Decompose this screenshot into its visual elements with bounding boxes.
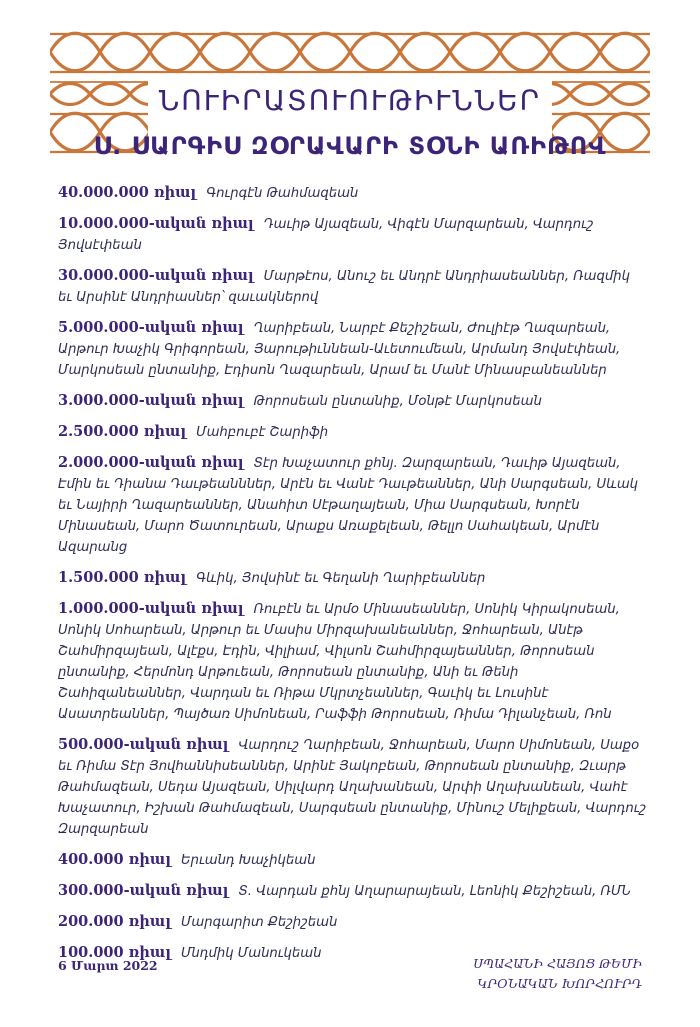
- donation-amount: 1.000.000-ական ռիալ: [58, 600, 244, 617]
- donation-list: [58, 182, 648, 973]
- donation-amount: 10.000.000-ական ռիալ: [58, 215, 254, 232]
- donation-amount: 400.000 ռիալ: [58, 851, 171, 868]
- donation-entry: [58, 734, 648, 840]
- donation-entry: [58, 390, 648, 412]
- donor-names: Մարգարիտ Քեշիշեան: [180, 915, 338, 930]
- donation-entry: [58, 452, 648, 558]
- donor-names: Մարթէոս, Անուշ եւ Անդրէ Անդրիասեաններ, Ռազմիկ եւ Արսինէ Անդրիասներ՝ զաւակներով: [58, 269, 630, 305]
- donation-entry: [58, 911, 648, 933]
- donation-amount: 2.000.000-ական ռիալ: [58, 454, 244, 471]
- donor-names: Երւանդ Խաչիկեան: [180, 853, 316, 868]
- donor-names: Թորոսեան ընտանիք, Մօնթէ Մարկոսեան: [253, 394, 542, 409]
- donation-amount: 2.500.000 ռիալ: [58, 423, 187, 440]
- donation-entry: [58, 317, 648, 381]
- donor-names: Ղարիբեան, Նարբէ Քեշիշեան, Ժուլիէթ Ղազարեան, Արթուր Խաչիկ Գրիգորեան, Յարութիւննեան-Աւետումեան, Արմանդ Յովսէփեան, Մարկոսեան ընտանիք, Էդիսոն Ղազարեան, Արամ եւ Մանէ Մինասբանեաններ: [58, 321, 621, 378]
- donation-entry: [58, 598, 648, 725]
- organization-line-1: ՍՊԱՀԱՆԻ ՀԱՅՈՑ ԹԵՄԻ: [473, 956, 642, 971]
- page-subtitle: Ս. ՍԱՐԳԻՍ ԶՕՐԱՎԱՐԻ ՏՕՆԻ ԱՌԻԹՈՎ: [93, 132, 607, 160]
- donor-names: Ռուբէն եւ Արմօ Մինասեաններ, Սոնիկ Կիրակոսեան, Սոնիկ Սոհարեան, Արթուր եւ Մասիս Միրզախանեաններ, Ջոհարեան, Անէթ Շահմիրզայեան, Ալէքս, Էդին, Վիլիամ, Վիլսոն Շահմիրզայեաններ, Թորոսեան ընտանիք, Հերմոնդ Արթուեան, Թորոսեան ընտանիք, Անի եւ Թենի Շահիզանեաններ, Վարդան եւ Ռիթա Մկրտչեաններ, Գաւիկ եւ Լուսինէ Ասատրեաններ, Պայծառ Սիմոնեան, Րաֆֆի Թորոսեան, Ռիմա Դիլանչեան, Ռոն: [58, 602, 620, 722]
- donation-amount: 30.000.000-ական ռիալ: [58, 267, 254, 284]
- donor-names: Մնդմիկ Մանուկեան: [180, 946, 322, 961]
- donation-amount: 5.000.000-ական ռիալ: [58, 319, 244, 336]
- donation-entry: [58, 567, 648, 589]
- issuing-organization: [473, 954, 642, 994]
- donation-amount: 500.000-ական ռիալ: [58, 736, 229, 753]
- donation-entry: [58, 880, 648, 902]
- donor-names: Գևիկ, Յովսինէ եւ Գեղանի Ղարիբեաններ: [196, 571, 486, 586]
- donor-names: Դաւիթ Այազեան, Վիգէն Մարզարեան, Վարդուշ Յովսէփեան: [58, 217, 594, 253]
- publication-date: 6 Մարտ 2022: [58, 958, 158, 973]
- page-title: ՆՈՒԻՐԱՏՈՒՈՒԹԻՒՆՆԵՐ: [158, 84, 542, 117]
- donation-amount: 3.000.000-ական ռիալ: [58, 392, 244, 409]
- donor-names: Վարդուշ Ղարիբեան, Ջոհարեան, Մարո Սիմոնեան, Սաքօ եւ Ռիմա Տէր Յովհաննիսեաններ, Արինէ Յակոբեան, Թորոսեան ընտանիք, Զւարթ Թահմազեան, Սեդա Այազեան, Սիլվարդ Աղախանեան, Արփի Աղախանեան, Վաhէ Խաչատուր, Իշխան Թահմազեան, Սարգսեան ընտանիք, Մինուշ Մելիքեան, Վարդուշ Զարզարեան: [58, 738, 647, 837]
- donation-amount: 100.000 ռիալ: [58, 944, 171, 961]
- donation-entry: [58, 213, 648, 256]
- donation-amount: 200.000 ռիալ: [58, 913, 171, 930]
- donation-entry: [58, 421, 648, 443]
- donation-amount: 1.500.000 ռիալ: [58, 569, 187, 586]
- donation-amount: 300.000-ական ռիալ: [58, 882, 229, 899]
- donation-entry: [58, 849, 648, 871]
- donor-names: Գուրգէն Թահմազեան: [206, 186, 359, 201]
- donation-entry: [58, 182, 648, 204]
- donation-amount: 40.000.000 ռիալ: [58, 184, 197, 201]
- donor-names: Մահբուբէ Շարիֆի: [196, 425, 329, 440]
- donor-names: Տ. Վարդան քհնյ Աղարարայեան, Լեոնիկ Քեշիշեան, ՌՄՆ: [238, 884, 632, 899]
- donor-names: Տէր Խաչատուր քհնյ. Զարզարեան, Դաւիթ Այազեան, Էմին եւ Դիանա Դաւթեանններ, Արէն եւ Վանէ Դաւթեաններ, Անի Սարգսեան, Սևակ եւ Նայիրի Ղազարեաններ, Անահիտ Սէթաղայեան, Միա Սարգսեան, Խորէն Մինասեան, Մարո Ծատուրեան, Արաքս Առաքելեան, Թելլո Սահակեան, Արմէն Ազարանց: [58, 456, 639, 555]
- organization-line-2: ԿՐՕՆԱԿԱՆ ԽՈՐՀՈՒՐԴ: [477, 976, 642, 991]
- donation-entry: [58, 265, 648, 308]
